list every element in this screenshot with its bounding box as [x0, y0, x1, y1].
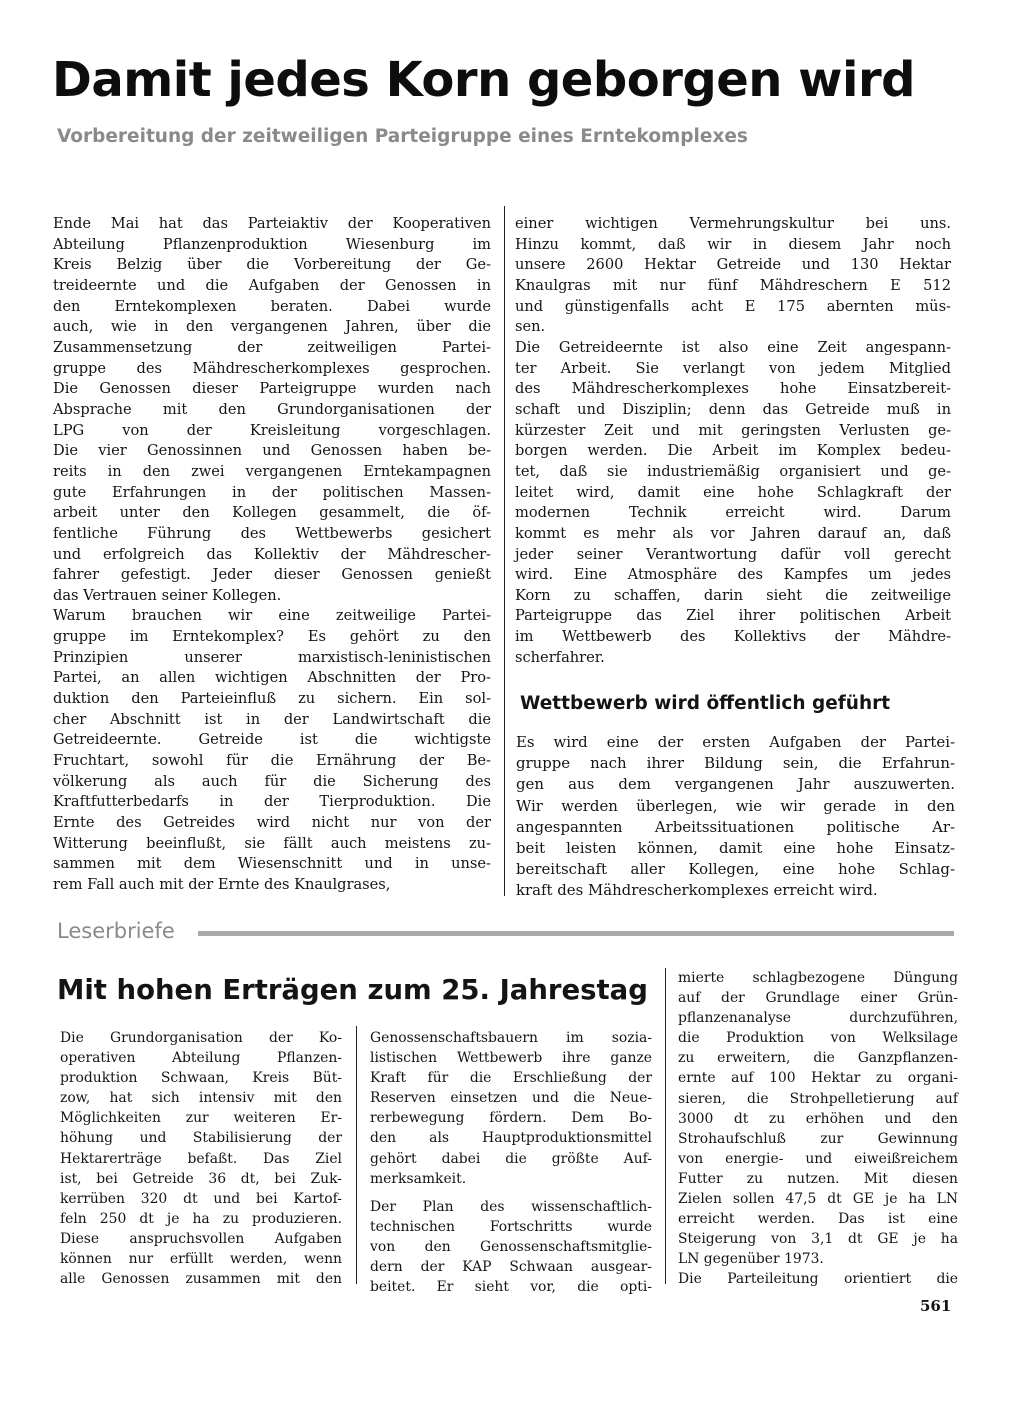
text-line: LPG von der Kreisleitung vorgeschlagen.: [53, 421, 491, 439]
text-line: Die Getreideernte ist also eine Zeit angespann-: [515, 338, 951, 356]
text-line: reits in den zwei vergangenen Erntekampagnen: [53, 462, 491, 480]
text-line: einer wichtigen Vermehrungskultur bei uns.: [515, 215, 951, 232]
text-line: technischen Fortschritts wurde: [370, 1218, 652, 1235]
text-line: tet, daß sie industriemäßig organisiert und ge-: [515, 462, 951, 480]
text-line: Absprache mit den Grundorganisationen der: [53, 400, 491, 418]
text-line: Abteilung Pflanzenproduktion Wiesenburg im: [53, 235, 491, 253]
text-line: kerrüben 320 dt und bei Kartof-: [60, 1190, 342, 1207]
article-headline: Damit jedes Korn geborgen wird: [52, 52, 915, 108]
text-line: Die Grundorganisation der Ko-: [60, 1030, 342, 1046]
text-line: modernen Technik erreicht wird. Darum: [515, 504, 951, 522]
text-line: produktion Schwaan, Kreis Büt-: [60, 1070, 342, 1087]
text-line: von den Genossenschaftsmitglie-: [370, 1238, 652, 1255]
text-line: beit leisten können, damit eine hohe Einsatz-: [516, 839, 955, 858]
text-line: kommt es mehr als vor Jahren darauf an, daß: [515, 524, 951, 542]
text-line: zu erweitern, die Ganzpflanzen-: [678, 1050, 958, 1067]
column-divider: [504, 206, 505, 896]
text-line: listischen Wettbewerb ihre ganze: [370, 1050, 652, 1067]
text-line: borgen werden. Die Arbeit im Komplex bedeu-: [515, 442, 951, 460]
text-line: können nur erfüllt werden, wenn: [60, 1251, 342, 1268]
text-line: sammen mit dem Wiesenschnitt und in unse-: [53, 855, 491, 873]
text-line: LN gegenüber 1973.: [678, 1251, 824, 1268]
text-line: Diese anspruchsvollen Aufgaben: [60, 1230, 342, 1247]
text-line: angespannten Arbeitssituationen politische Ar-: [516, 817, 955, 836]
text-line: gute Erfahrungen in der politischen Massen-: [53, 483, 491, 501]
text-line: 3000 dt zu erhöhen und den: [678, 1110, 958, 1127]
text-line: rem Fall auch mit der Ernte des Knaulgrases,: [53, 876, 391, 893]
article1-column-1: [53, 214, 491, 896]
text-line: Reserven einsetzen und die Neue-: [370, 1090, 652, 1107]
text-line: kraft des Mähdrescherkomplexes erreicht wird.: [516, 881, 878, 900]
text-line: Genossenschaftsbauern im sozia-: [370, 1030, 652, 1046]
text-line: Kraft für die Erschließung der: [370, 1070, 652, 1087]
section-label-leserbriefe: Leserbriefe: [57, 919, 175, 943]
article1-column-2: [515, 214, 951, 668]
text-line: auch, wie in den vergangenen Jahren, über die: [53, 318, 491, 336]
text-line: schaft und Disziplin; denn das Getreide muß in: [515, 400, 951, 418]
text-line: Der Plan des wissenschaftlich-: [370, 1198, 652, 1215]
text-line: im Wettbewerb des Kollektivs der Mähdre-: [515, 628, 951, 646]
letter-column-3: [678, 968, 958, 1290]
text-line: operativen Abteilung Pflanzen-: [60, 1050, 342, 1067]
text-line: Die vier Genossinnen und Genossen haben be-: [53, 442, 491, 460]
letter-column-2-paragraph-1: [370, 1028, 652, 1189]
text-line: fentliche Führung des Wettbewerbs gesichert: [53, 524, 491, 542]
text-line: Partei, an allen wichtigen Abschnitten der Pro-: [53, 669, 491, 687]
letter-column-2: [370, 1028, 652, 1297]
section-subheading: Wettbewerb wird öffentlich geführt: [520, 693, 891, 714]
text-line: sieren, die Strohpelletierung auf: [678, 1090, 958, 1107]
text-line: und günstigenfalls acht E 175 abernten müs-: [515, 297, 951, 315]
text-line: Fruchtart, sowohl für die Ernährung der Be-: [53, 752, 491, 770]
text-line: höhung und Stabilisierung der: [60, 1130, 342, 1147]
text-line: Die Parteileitung orientiert die: [678, 1271, 958, 1288]
text-line: kürzester Zeit und mit geringsten Verlusten ge-: [515, 421, 951, 439]
text-line: den als Hauptproduktionsmittel: [370, 1130, 652, 1147]
text-line: und erfolgreich das Kollektiv der Mähdrescher-: [53, 545, 491, 563]
text-line: unsere 2600 Hektar Getreide und 130 Hektar: [515, 256, 951, 274]
article-subheadline: Vorbereitung der zeitweiligen Parteigruppe eines Erntekomplexes: [57, 126, 748, 147]
text-line: Steigerung von 3,1 dt GE je ha: [678, 1231, 958, 1248]
text-line: Zielen sollen 47,5 dt GE je ha LN: [678, 1191, 958, 1208]
text-line: erreicht werden. Das ist eine: [678, 1211, 958, 1228]
text-line: mierte schlagbezogene Düngung: [678, 970, 958, 986]
text-line: duktion den Parteieinfluß zu sichern. Ein sol-: [53, 690, 491, 708]
text-line: Kreis Belzig über die Vorbereitung der Ge-: [53, 256, 491, 274]
column-divider: [665, 968, 666, 1284]
text-line: treideernte und die Aufgaben der Genossen in: [53, 276, 491, 294]
text-line: auf der Grundlage einer Grün-: [678, 990, 958, 1007]
text-line: gruppe nach ihrer Bildung sein, die Erfahrun-: [516, 754, 955, 773]
text-line: den Erntekomplexen beraten. Dabei wurde: [53, 297, 491, 315]
page-number: 561: [920, 1297, 952, 1315]
text-line: fahrer gefestigt. Jeder dieser Genossen genießt: [53, 566, 491, 584]
text-line: bereitschaft aller Kollegen, eine hohe Schlag-: [516, 860, 955, 879]
letter-headline: Mit hohen Erträgen zum 25. Jahrestag: [57, 974, 648, 1006]
text-line: merksamkeit.: [370, 1170, 467, 1187]
text-line: Die Genossen dieser Parteigruppe wurden nach: [53, 380, 491, 398]
letter-column-1: [60, 1028, 342, 1289]
text-line: Ernte des Getreides wird nicht nur von der: [53, 814, 491, 832]
text-line: die Produktion von Welksilage: [678, 1030, 958, 1047]
text-line: völkerung als auch für die Sicherung des: [53, 772, 491, 790]
text-line: rerbewegung fördern. Dem Bo-: [370, 1110, 652, 1127]
column-divider: [356, 1026, 357, 1284]
text-line: cher Abschnitt ist in der Landwirtschaft die: [53, 710, 491, 728]
text-line: gen aus dem vergangenen Jahr auszuwerten.: [516, 775, 955, 794]
text-line: Prinzipien unserer marxistisch-leninistischen: [53, 648, 491, 666]
text-line: Hinzu kommt, daß wir in diesem Jahr noch: [515, 235, 951, 253]
text-line: ist, bei Getreide 36 dt, bei Zuk-: [60, 1170, 342, 1187]
text-line: Witterung beeinflußt, sie fällt auch meistens zu-: [53, 834, 491, 852]
text-line: gehört dabei die größte Auf-: [370, 1150, 652, 1167]
text-line: sen.: [515, 318, 546, 336]
text-line: gruppe des Mähdrescherkomplexes gesprochen.: [53, 359, 491, 377]
section-rule: [198, 931, 954, 936]
text-line: Wir werden überlegen, wie wir gerade in den: [516, 796, 955, 815]
text-line: scherfahrer.: [515, 648, 605, 666]
text-line: Parteigruppe das Ziel ihrer politischen Arbeit: [515, 607, 951, 625]
text-line: von energie- und eiweißreichem: [678, 1150, 958, 1167]
text-line: Strohaufschluß zur Gewinnung: [678, 1130, 958, 1147]
text-line: beitet. Er sieht vor, die opti-: [370, 1279, 652, 1296]
text-line: Zusammensetzung der zeitweiligen Partei-: [53, 338, 491, 356]
text-line: Möglichkeiten zur weiteren Er-: [60, 1110, 342, 1127]
text-line: Es wird eine der ersten Aufgaben der Partei-: [516, 733, 955, 751]
text-line: alle Genossen zusammen mit den: [60, 1271, 342, 1288]
text-line: leitet wird, damit eine hohe Schlagkraft der: [515, 483, 951, 501]
text-line: Ende Mai hat das Parteiaktiv der Kooperativen: [53, 215, 491, 232]
letter-column-3-paragraph-2: [678, 1269, 958, 1289]
text-line: pflanzenanalyse durchzuführen,: [678, 1010, 958, 1027]
article1-column-2-continued: [516, 732, 955, 902]
text-line: Korn zu schaffen, darin sieht die zeitweilige: [515, 586, 951, 604]
letter-column-3-paragraph-1: [678, 968, 958, 1269]
letter-column-2-paragraph-2: [370, 1197, 652, 1297]
text-line: dern der KAP Schwaan ausgear-: [370, 1259, 652, 1276]
text-line: Knaulgras mit nur fünf Mähdreschern E 512: [515, 276, 951, 294]
text-line: Futter zu nutzen. Mit diesen: [678, 1170, 958, 1187]
text-line: jeder seiner Verantwortung dafür voll gerecht: [515, 545, 951, 563]
text-line: Getreideernte. Getreide ist die wichtigste: [53, 731, 491, 749]
text-line: Kraftfutterbedarfs in der Tierproduktion. Die: [53, 793, 491, 811]
text-line: des Mähdrescherkomplexes hohe Einsatzbereit-: [515, 380, 951, 398]
text-line: feln 250 dt je ha zu produzieren.: [60, 1210, 342, 1227]
text-line: Warum brauchen wir eine zeitweilige Partei-: [53, 607, 491, 625]
text-line: zow, hat sich intensiv mit den: [60, 1090, 342, 1107]
text-line: ter Arbeit. Sie verlangt von jedem Mitglied: [515, 359, 951, 377]
text-line: wird. Eine Atmosphäre des Kampfes um jedes: [515, 566, 951, 584]
text-line: gruppe im Erntekomplex? Es gehört zu den: [53, 628, 491, 646]
text-line: ernte auf 100 Hektar zu organi-: [678, 1070, 958, 1087]
text-line: das Vertrauen seiner Kollegen.: [53, 586, 282, 604]
text-line: arbeit unter den Kollegen gesammelt, die öf-: [53, 504, 491, 522]
text-line: Hektarerträge befaßt. Das Ziel: [60, 1150, 342, 1167]
